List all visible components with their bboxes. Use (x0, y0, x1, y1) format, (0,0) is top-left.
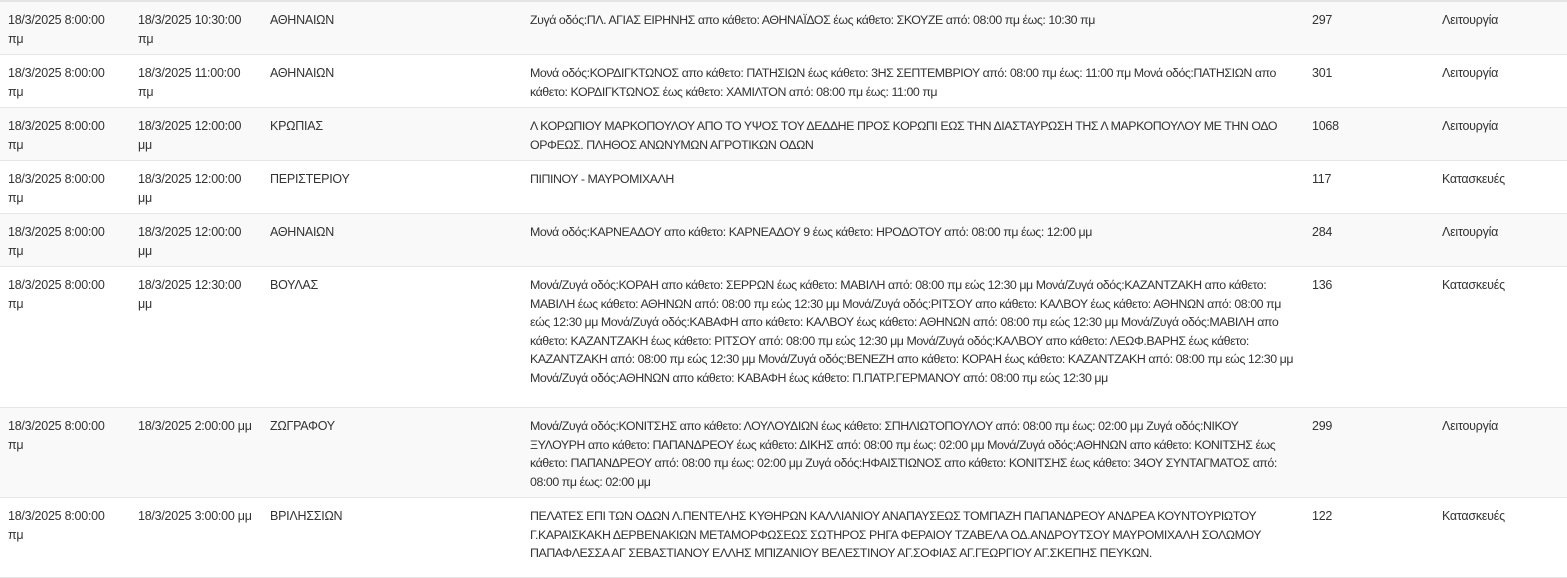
table-row (0, 108, 1567, 161)
end-time-cell: 18/3/2025 2:00:00 μμ (130, 408, 262, 498)
table-row (0, 1, 1567, 55)
type-cell: Λειτουργία (1434, 1, 1567, 55)
start-time-cell: 18/3/2025 8:00:00 πμ (0, 408, 130, 498)
municipality-cell: ΒΟΥΛΑΣ (262, 267, 522, 408)
end-time-cell: 18/3/2025 12:00:00 μμ (130, 214, 262, 267)
description-cell: Μονά/Ζυγά οδός:ΚΟΡΑΗ απο κάθετο: ΣΕΡΡΩΝ έως κάθετο: ΜΑΒΙΛΗ από: 08:00 πμ εώς 12:30 μμ Μονά/Ζυγά οδός:ΚΑΖΑΝΤΖΑΚΗ απο κάθετο: ΜΑΒΙΛΗ έως κάθετο: ΑΘΗΝΩΝ από: 08:00 πμ εώς 12:30 μμ Μονά/Ζυγά οδός:ΡΙΤΣΟΥ απο κάθετο: ΚΑΛΒΟΥ έως κάθετο: ΑΘΗΝΩΝ από: 08:00 πμ εώς 12:30 μμ Μονά/Ζυγά οδός:ΚΑΒΑΦΗ απο κάθετο: ΚΑΛΒΟΥ έως κάθετο: ΑΘΗΝΩΝ από: 08:00 πμ εώς 12:30 μμ Μονά/Ζυγά οδός:ΜΑΒΙΛΗ απο κάθετο: ΚΑΖΑΝΤΖΑΚΗ έως κάθετο: ΡΙΤΣΟΥ από: 08:00 πμ εώς 12:30 μμ Μονά/Ζυγά οδός:ΚΑΛΒΟΥ απο κάθετο: ΛΕΩΦ.ΒΑΡΗΣ έως κάθετο: ΚΑΖΑΝΤΖΑΚΗ από: 08:00 πμ εώς 12:30 μμ Μονά/Ζυγά οδός:ΒΕΝΕΖΗ απο κάθετο: ΚΟΡΑΗ έως κάθετο: ΚΑΖΑΝΤΖΑΚΗ από: 08:00 πμ εώς 12:30 μμ Μονά/Ζυγά οδός:ΑΘΗΝΩΝ απο κάθετο: ΚΑΒΑΦΗ έως κάθετο: Π.ΠΑΤΡ.ΓΕΡΜΑΝΟΥ από: 08:00 πμ εώς 12:30 μμ (522, 267, 1304, 408)
table-row (0, 408, 1567, 498)
table-row (0, 214, 1567, 267)
start-time-cell: 18/3/2025 8:00:00 πμ (0, 498, 130, 578)
code-cell: 136 (1304, 267, 1434, 408)
start-time-cell: 18/3/2025 8:00:00 πμ (0, 108, 130, 161)
code-cell: 122 (1304, 498, 1434, 578)
table-row (0, 498, 1567, 578)
type-cell: Λειτουργία (1434, 214, 1567, 267)
municipality-cell: ΒΡΙΛΗΣΣΙΩΝ (262, 498, 522, 578)
table-row (0, 55, 1567, 108)
code-cell: 117 (1304, 161, 1434, 214)
description-cell: Ζυγά οδός:ΠΛ. ΑΓΙΑΣ ΕΙΡΗΝΗΣ απο κάθετο: ΑΘΗΝΑΪΔΟΣ έως κάθετο: ΣΚΟΥΖΕ από: 08:00 πμ έως: 10:30 πμ (522, 1, 1304, 55)
end-time-cell: 18/3/2025 12:00:00 μμ (130, 108, 262, 161)
end-time-cell: 18/3/2025 12:00:00 μμ (130, 161, 262, 214)
start-time-cell: 18/3/2025 8:00:00 πμ (0, 161, 130, 214)
municipality-cell: ΑΘΗΝΑΙΩΝ (262, 1, 522, 55)
type-cell: Λειτουργία (1434, 55, 1567, 108)
table-row (0, 267, 1567, 408)
outages-table-body (0, 1, 1567, 578)
code-cell: 297 (1304, 1, 1434, 55)
end-time-cell: 18/3/2025 11:00:00 πμ (130, 55, 262, 108)
table-row (0, 161, 1567, 214)
type-cell: Λειτουργία (1434, 408, 1567, 498)
type-cell: Κατασκευές (1434, 161, 1567, 214)
type-cell: Λειτουργία (1434, 108, 1567, 161)
start-time-cell: 18/3/2025 8:00:00 πμ (0, 267, 130, 408)
type-cell: Κατασκευές (1434, 267, 1567, 408)
municipality-cell: ΖΩΓΡΑΦΟΥ (262, 408, 522, 498)
code-cell: 301 (1304, 55, 1434, 108)
description-cell: Μονά/Ζυγά οδός:ΚΟΝΙΤΣΗΣ απο κάθετο: ΛΟΥΛΟΥΔΙΩΝ έως κάθετο: ΣΠΗΛΙΩΤΟΠΟΥΛΟΥ από: 08:00 πμ έως: 02:00 μμ Ζυγά οδός:ΝΙΚΟΥ ΞΥΛΟΥΡΗ απο κάθετο: ΠΑΠΑΝΔΡΕΟΥ έως κάθετο: ΔΙΚΗΣ από: 08:00 πμ έως: 02:00 μμ Μονά/Ζυγά οδός:ΑΘΗΝΩΝ απο κάθετο: ΚΟΝΙΤΣΗΣ έως κάθετο: ΠΑΠΑΝΔΡΕΟΥ από: 08:00 πμ έως: 02:00 μμ Ζυγά οδός:ΗΦΑΙΣΤΙΩΝΟΣ απο κάθετο: ΚΟΝΙΤΣΗΣ έως κάθετο: 34ΟΥ ΣΥΝΤΑΓΜΑΤΟΣ από: 08:00 πμ έως: 02:00 μμ (522, 408, 1304, 498)
code-cell: 1068 (1304, 108, 1434, 161)
description-cell: ΠΕΛΑΤΕΣ ΕΠΙ ΤΩΝ ΟΔΩΝ Λ.ΠΕΝΤΕΛΗΣ ΚΥΘΗΡΩΝ ΚΑΛΛΙΑΝΙΟΥ ΑΝΑΠΑΥΣΕΩΣ ΤΟΜΠΑΖΗ ΠΑΠΑΝΔΡΕΟΥ ΑΝΔΡΕΑ ΚΟΥΝΤΟΥΡΙΩΤΟΥ Γ.ΚΑΡΑΙΣΚΑΚΗ ΔΕΡΒΕΝΑΚΙΩΝ ΜΕΤΑΜΟΡΦΩΣΕΩΣ ΣΩΤΗΡΟΣ ΡΗΓΑ ΦΕΡΑΙΟΥ ΤΖΑΒΕΛΑ ΟΔ.ΑΝΔΡΟΥΤΣΟΥ ΜΑΥΡΟΜΙΧΑΛΗ ΣΟΛΩΜΟΥ ΠΑΠΑΦΛΕΣΣΑ ΑΓ ΣΕΒΑΣΤΙΑΝΟΥ ΕΛΛΗΣ ΜΠΙΖΑΝΙΟΥ ΒΕΛΕΣΤΙΝΟΥ ΑΓ.ΣΟΦΙΑΣ ΑΓ.ΓΕΩΡΓΙΟΥ ΑΓ.ΣΚΕΠΗΣ ΠΕΥΚΩΝ. (522, 498, 1304, 578)
start-time-cell: 18/3/2025 8:00:00 πμ (0, 214, 130, 267)
description-cell: Λ ΚΟΡΩΠΙΟΥ ΜΑΡΚΟΠΟΥΛΟΥ ΑΠΟ ΤΟ ΥΨΟΣ ΤΟΥ ΔΕΔΔΗΕ ΠΡΟΣ ΚΟΡΩΠΙ ΕΩΣ ΤΗΝ ΔΙΑΣΤΑΥΡΩΣΗ ΤΗΣ Λ ΜΑΡΚΟΠΟΥΛΟΥ ΜΕ ΤΗΝ ΟΔΟ ΟΡΦΕΩΣ. ΠΛΗΘΟΣ ΑΝΩΝΥΜΩΝ ΑΓΡΟΤΙΚΩΝ ΟΔΩΝ (522, 108, 1304, 161)
end-time-cell: 18/3/2025 12:30:00 μμ (130, 267, 262, 408)
code-cell: 284 (1304, 214, 1434, 267)
municipality-cell: ΠΕΡΙΣΤΕΡΙΟΥ (262, 161, 522, 214)
description-cell: Μονά οδός:ΚΑΡΝΕΑΔΟΥ απο κάθετο: ΚΑΡΝΕΑΔΟΥ 9 έως κάθετο: ΗΡΟΔΟΤΟΥ από: 08:00 πμ έως: 12:00 μμ (522, 214, 1304, 267)
municipality-cell: ΚΡΩΠΙΑΣ (262, 108, 522, 161)
end-time-cell: 18/3/2025 10:30:00 πμ (130, 1, 262, 55)
municipality-cell: ΑΘΗΝΑΙΩΝ (262, 55, 522, 108)
code-cell: 299 (1304, 408, 1434, 498)
description-cell: ΠΙΠΙΝΟΥ - ΜΑΥΡΟΜΙΧΑΛΗ (522, 161, 1304, 214)
municipality-cell: ΑΘΗΝΑΙΩΝ (262, 214, 522, 267)
description-cell: Μονά οδός:ΚΟΡΔΙΓΚΤΩΝΟΣ απο κάθετο: ΠΑΤΗΣΙΩΝ έως κάθετο: 3ΗΣ ΣΕΠΤΕΜΒΡΙΟΥ από: 08:00 πμ έως: 11:00 πμ Μονά οδός:ΠΑΤΗΣΙΩΝ απο κάθετο: ΚΟΡΔΙΓΚΤΩΝΟΣ έως κάθετο: ΧΑΜΙΛΤΟΝ από: 08:00 πμ έως: 11:00 πμ (522, 55, 1304, 108)
end-time-cell: 18/3/2025 3:00:00 μμ (130, 498, 262, 578)
type-cell: Κατασκευές (1434, 498, 1567, 578)
start-time-cell: 18/3/2025 8:00:00 πμ (0, 1, 130, 55)
start-time-cell: 18/3/2025 8:00:00 πμ (0, 55, 130, 108)
